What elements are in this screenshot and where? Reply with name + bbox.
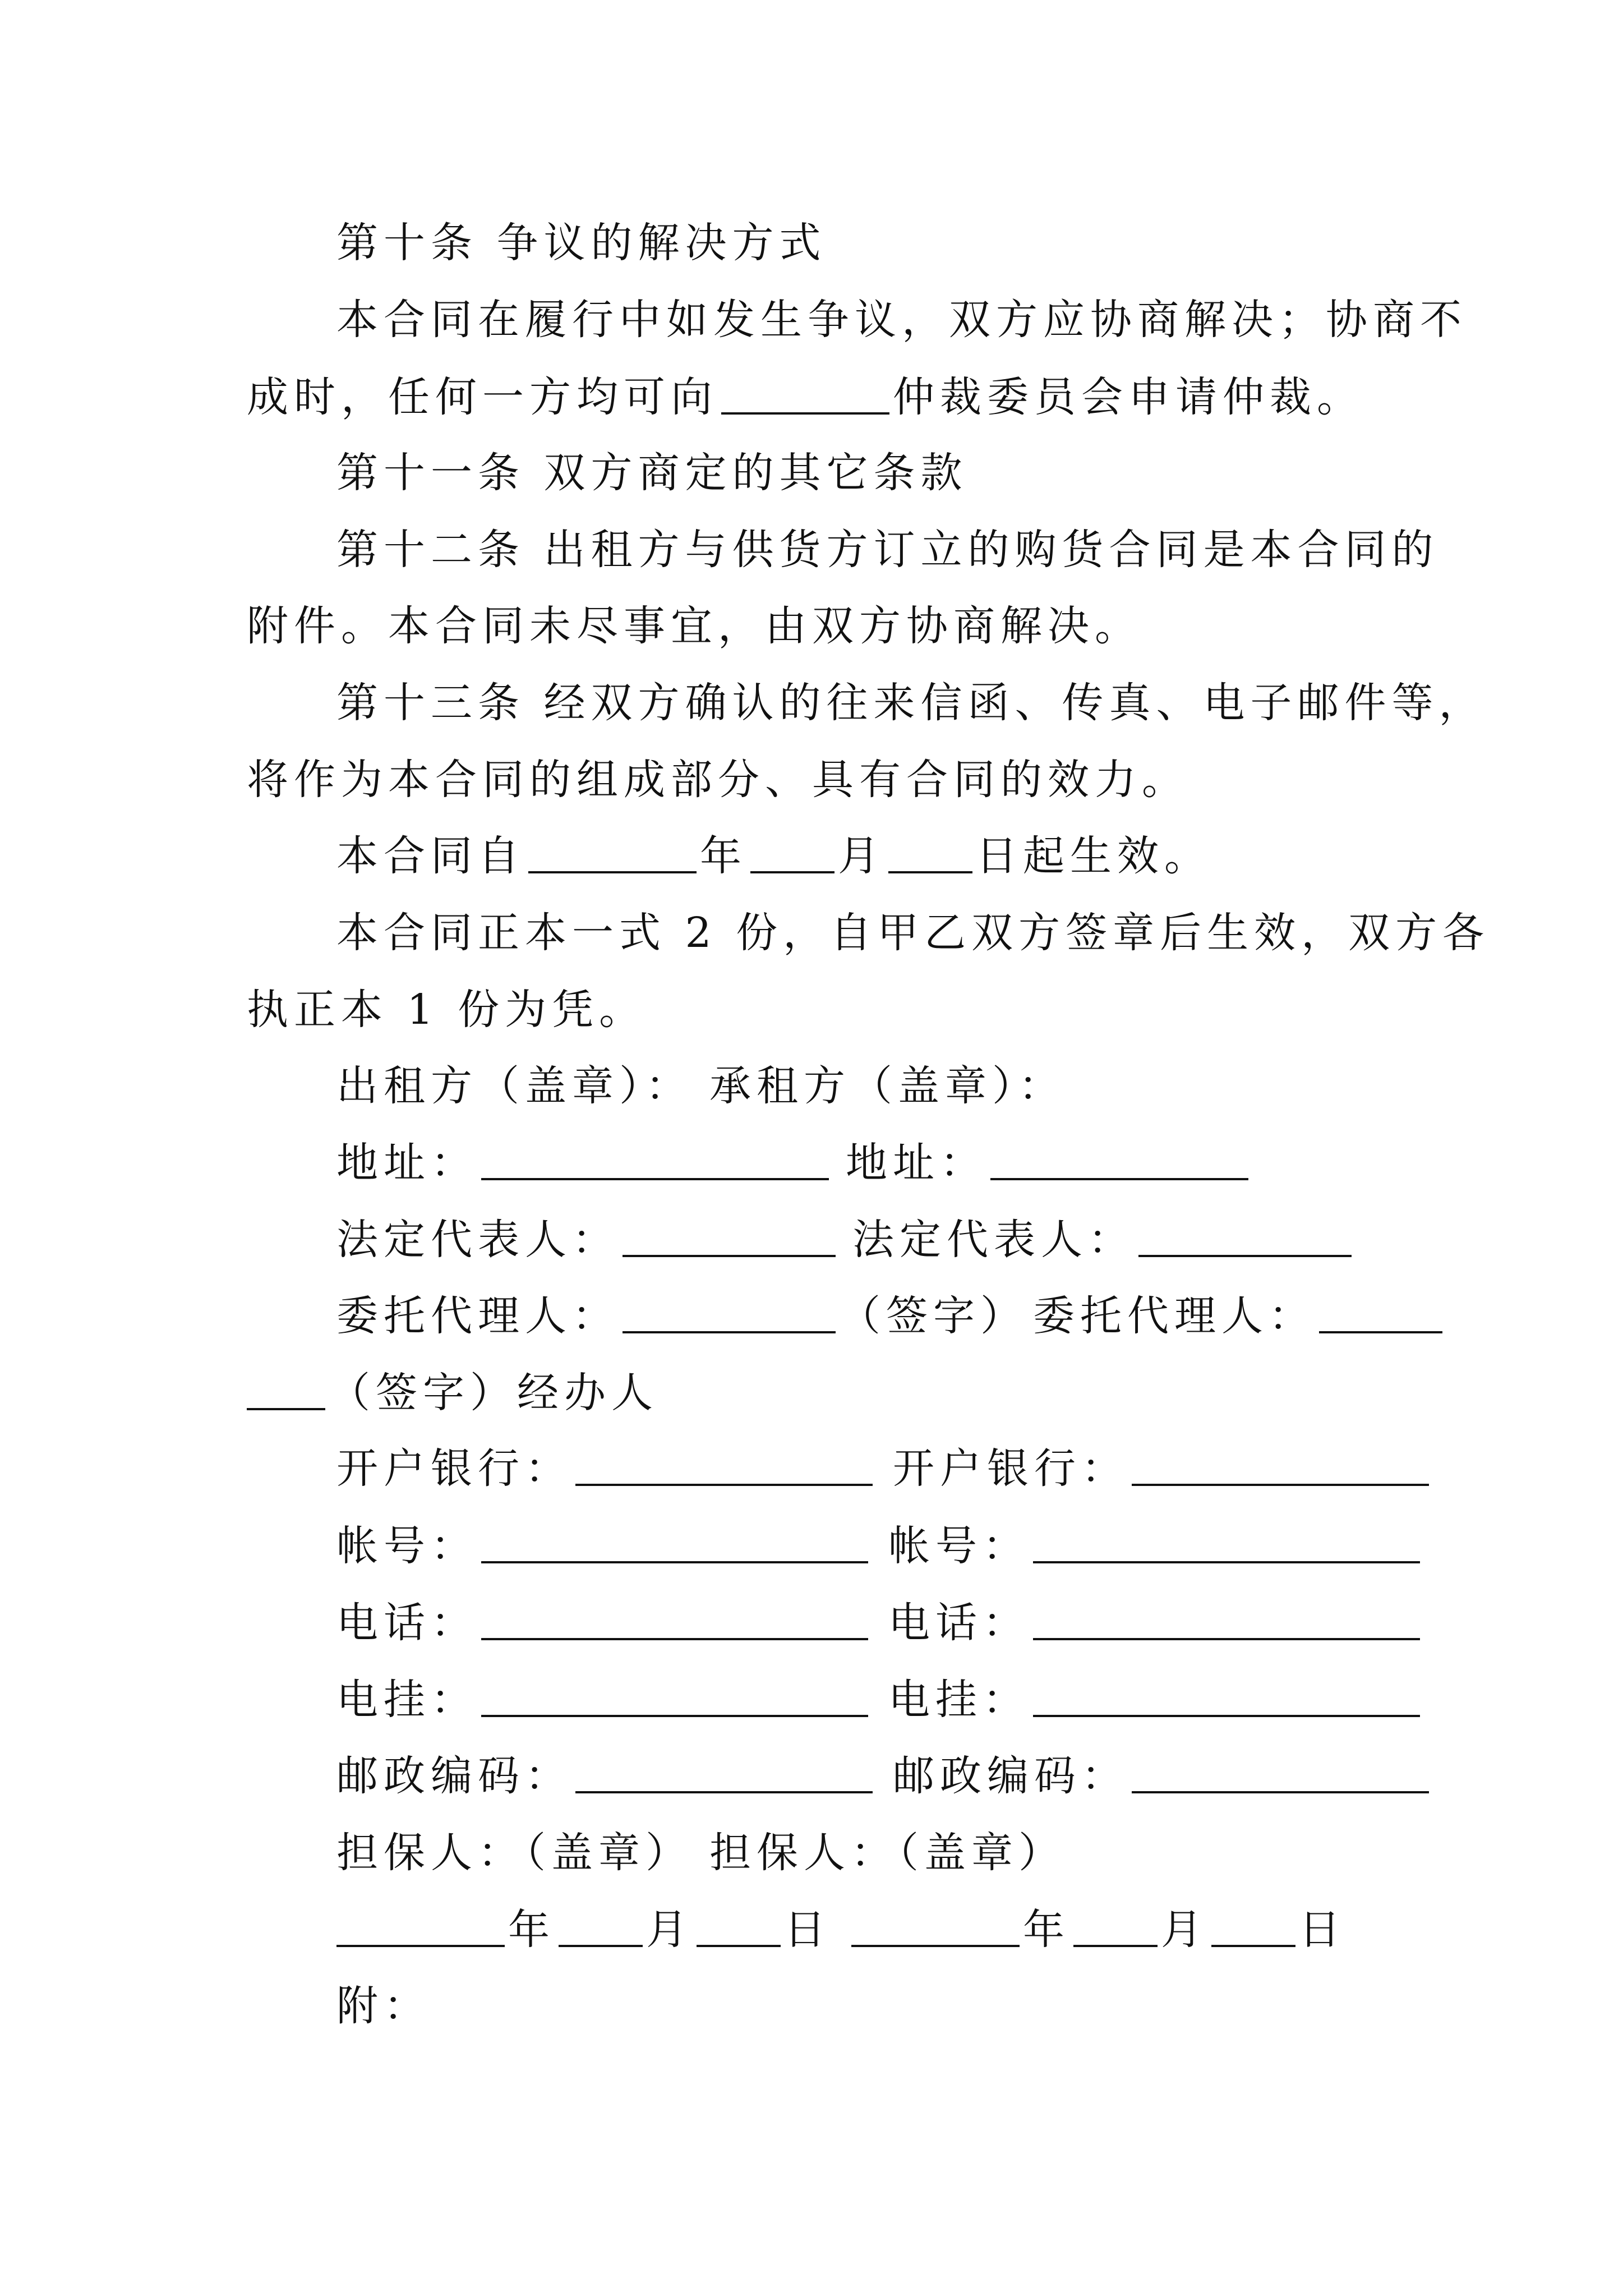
- date-2-month-label: 月: [1161, 1906, 1208, 1954]
- article-12-line2: [247, 588, 1391, 665]
- lessor-postcode-blank[interactable]: [575, 1791, 873, 1793]
- lessor-address-blank[interactable]: [481, 1177, 829, 1180]
- telegraph-line: [336, 1662, 1391, 1738]
- date-1-day-blank[interactable]: [697, 1944, 781, 1947]
- lessor-agent-label: 委托代理人：: [336, 1292, 619, 1340]
- phone-line: [336, 1585, 1391, 1662]
- appendix-line: [336, 1968, 1391, 2045]
- lessor-legal-rep-blank[interactable]: [623, 1254, 836, 1257]
- article-13-line1: [336, 665, 1486, 742]
- article-11-heading: [336, 435, 1391, 512]
- date-2-year-label: 年: [1023, 1906, 1070, 1954]
- effective-month-label: 月: [838, 832, 885, 880]
- date-1-day-label: 日: [784, 1906, 831, 1954]
- effective-day-blank[interactable]: [888, 871, 972, 873]
- date-1-month-label: 月: [646, 1906, 693, 1954]
- lessor-postcode-label: 邮政编码：: [336, 1752, 572, 1800]
- lessor-telegraph-label: 电挂：: [336, 1676, 478, 1724]
- bank-line: [336, 1430, 1391, 1507]
- legal-rep-line: [336, 1202, 1391, 1278]
- article-10-heading-text: 第十条 争议的解决方式: [336, 219, 827, 267]
- agent-line2-suffix: （签字）经办人: [329, 1369, 658, 1417]
- lessee-bank-label: 开户银行：: [893, 1444, 1128, 1493]
- signing-date-line: [336, 1892, 1391, 1968]
- date-2-month-blank[interactable]: [1073, 1944, 1158, 1947]
- lessee-address-label: 地址：: [846, 1139, 987, 1187]
- lessee-phone-blank[interactable]: [1033, 1637, 1420, 1640]
- lessee-telegraph-blank[interactable]: [1033, 1714, 1420, 1717]
- lessee-legal-rep-blank[interactable]: [1138, 1254, 1352, 1257]
- article-10-body-text: 本合同在履行中如发生争议，双方应协商解决；协商不: [336, 296, 1467, 344]
- effective-prefix: 本合同自: [336, 832, 525, 880]
- effective-date-line: [336, 818, 1391, 895]
- lessor-phone-label: 电话：: [336, 1599, 478, 1647]
- account-line: [336, 1508, 1391, 1585]
- article-11-heading-text: 第十一条 双方商定的其它条款: [336, 449, 968, 497]
- copies-text-2: 执正本 1 份为凭。: [247, 986, 647, 1034]
- lessee-bank-blank[interactable]: [1132, 1483, 1429, 1486]
- postcode-line: [336, 1738, 1391, 1815]
- lessor-bank-blank[interactable]: [575, 1483, 873, 1486]
- lessee-agent-label: 委托代理人：: [1033, 1292, 1316, 1340]
- lessee-address-blank[interactable]: [990, 1177, 1248, 1180]
- lessee-account-blank[interactable]: [1033, 1561, 1420, 1563]
- copies-line1: [336, 895, 1490, 972]
- article-13-line2: [247, 742, 1391, 818]
- lessor-telegraph-blank[interactable]: [481, 1714, 868, 1717]
- effective-year-label: 年: [700, 832, 747, 880]
- lessee-postcode-label: 邮政编码：: [893, 1752, 1128, 1800]
- lessor-phone-blank[interactable]: [481, 1637, 868, 1640]
- guarantor-line: [336, 1815, 1391, 1892]
- lessor-legal-rep-label: 法定代表人：: [336, 1216, 619, 1264]
- arbitration-committee-blank[interactable]: [721, 412, 889, 415]
- lessee-agent-blank-b[interactable]: [247, 1407, 325, 1410]
- lessor-address-label: 地址：: [336, 1139, 478, 1187]
- article-10-body-text-b: 仲裁委员会申请仲裁。: [893, 373, 1364, 421]
- article-10-heading: [336, 205, 1391, 282]
- article-12-text-2: 附件。本合同未尽事宜，由双方协商解决。: [247, 602, 1142, 650]
- lessor-agent-sign-note: （签字）: [839, 1292, 1027, 1340]
- lessee-account-label: 帐号：: [888, 1522, 1030, 1570]
- effective-year-blank[interactable]: [528, 871, 697, 873]
- appendix-label: 附：: [336, 1982, 431, 2030]
- lessee-legal-rep-label: 法定代表人：: [852, 1216, 1135, 1264]
- lessee-postcode-blank[interactable]: [1132, 1791, 1429, 1793]
- copies-text-1: 本合同正本一式 2 份，自甲乙双方签章后生效，双方各: [336, 909, 1490, 957]
- guarantor-1-label: 担保人：（盖章）: [336, 1829, 693, 1877]
- lessee-agent-blank-a[interactable]: [1319, 1331, 1442, 1333]
- effective-day-suffix: 日起生效。: [976, 832, 1211, 880]
- lessor-bank-label: 开户银行：: [336, 1444, 572, 1493]
- lessor-seal-label: 出租方（盖章）：: [336, 1062, 693, 1110]
- address-line: [336, 1125, 1391, 1202]
- date-2-year-blank[interactable]: [851, 1944, 1020, 1947]
- date-1-year-label: 年: [508, 1906, 555, 1954]
- article-13-text-2: 将作为本合同的组成部分、具有合同的效力。: [247, 756, 1189, 804]
- article-10-body-line1: [336, 282, 1467, 358]
- lessor-account-blank[interactable]: [481, 1561, 868, 1563]
- article-12-line1: [336, 512, 1439, 588]
- article-10-body-line2: [247, 359, 1391, 436]
- lessee-telegraph-label: 电挂：: [888, 1676, 1030, 1724]
- date-1-month-blank[interactable]: [559, 1944, 643, 1947]
- lessor-agent-blank[interactable]: [623, 1331, 836, 1333]
- seal-line: [336, 1048, 1391, 1125]
- date-2-day-label: 日: [1299, 1906, 1346, 1954]
- article-10-body-text-a: 成时，任何一方均可向: [247, 373, 718, 421]
- agent-line2: [247, 1355, 1391, 1432]
- agent-line1: [336, 1278, 1391, 1355]
- article-13-text-1: 第十三条 经双方确认的往来信函、传真、电子邮件等，: [336, 679, 1486, 727]
- guarantor-2-label: 担保人：（盖章）: [709, 1829, 1066, 1877]
- lessee-phone-label: 电话：: [888, 1599, 1030, 1647]
- date-2-day-blank[interactable]: [1211, 1944, 1295, 1947]
- lessor-account-label: 帐号：: [336, 1522, 478, 1570]
- lessee-seal-label: 承租方（盖章）：: [709, 1062, 1066, 1110]
- effective-month-blank[interactable]: [750, 871, 834, 873]
- date-1-year-blank[interactable]: [336, 1944, 505, 1947]
- copies-line2: [247, 972, 1391, 1048]
- article-12-text-1: 第十二条 出租方与供货方订立的购货合同是本合同的: [336, 526, 1439, 574]
